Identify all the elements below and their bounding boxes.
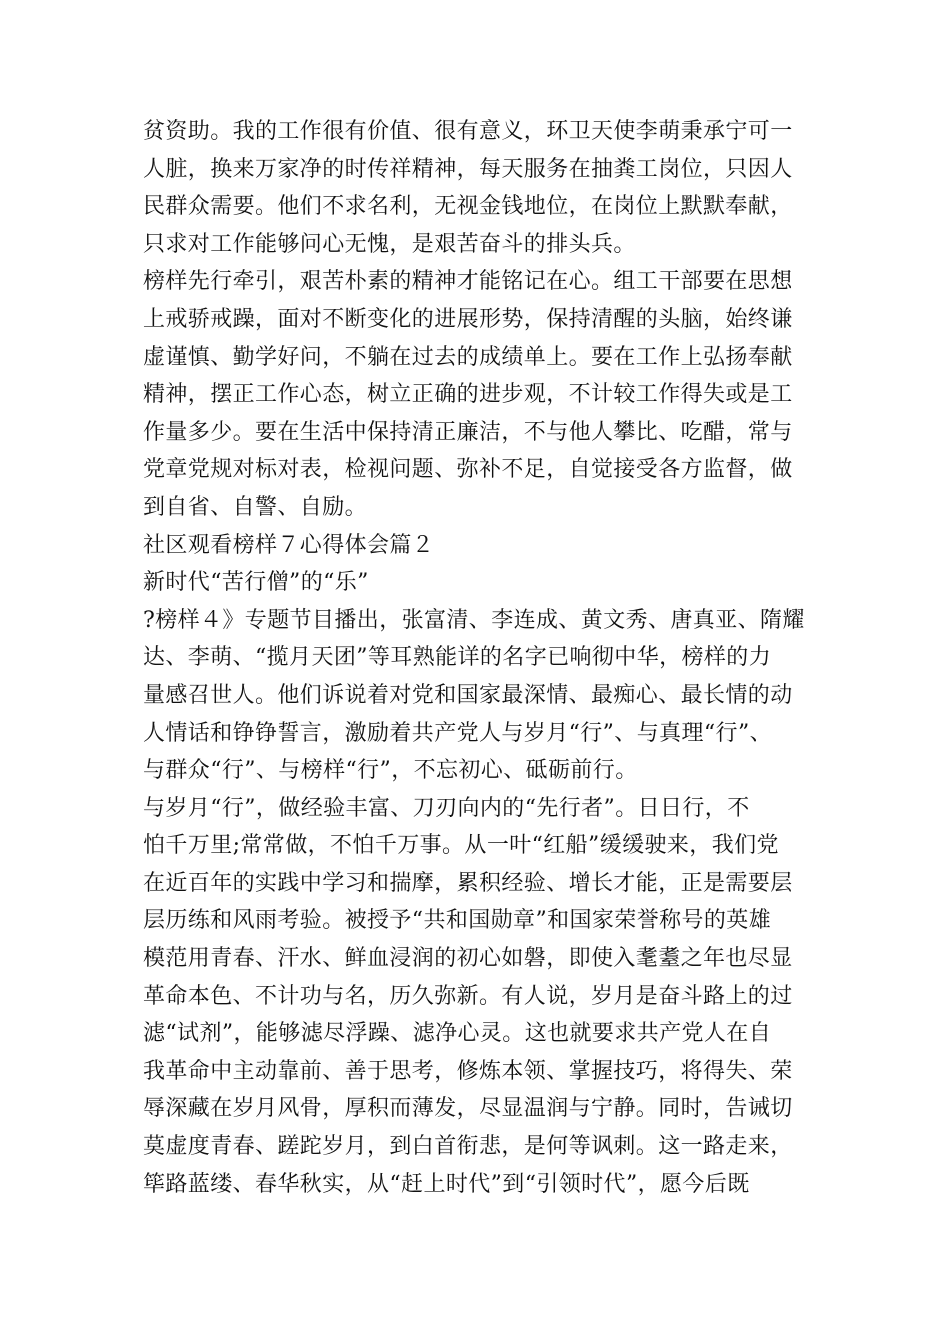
text-line: 模范用青春、汗水、鲜血浸润的初心如磐，即使入耄耋之年也尽显 xyxy=(143,946,793,972)
text-line: 作量多少。要在生活中保持清正廉洁，不与他人攀比、吃醋，常与 xyxy=(143,419,793,445)
text-line: 上戒骄戒躁，面对不断变化的进展形势，保持清醒的头脑，始终谦 xyxy=(143,306,793,332)
text-line: 人情话和铮铮誓言，激励着共产党人与岁月“行”、与真理“行”、 xyxy=(143,720,772,746)
text-line: 量感召世人。他们诉说着对党和国家最深情、最痴心、最长情的动 xyxy=(143,682,793,708)
text-line: 在近百年的实践中学习和揣摩，累积经验、增长才能，正是需要层 xyxy=(143,870,793,896)
text-line: 革命本色、不计功与名，历久弥新。有人说，岁月是奋斗路上的过 xyxy=(143,983,793,1009)
text-line: 榜样先行牵引，艰苦朴素的精神才能铭记在心。组工干部要在思想 xyxy=(143,269,793,295)
text-line: ?榜样４》专题节目播出，张富清、李连成、黄文秀、唐真亚、隋耀 xyxy=(143,607,805,633)
text-line: 筚路蓝缕、春华秋实，从“赶上时代”到“引领时代”，愿今后既 xyxy=(143,1171,750,1197)
text-line: 党章党规对标对表，检视问题、弥补不足，自觉接受各方监督，做 xyxy=(143,457,793,483)
text-line: 达、李萌、“揽月天团”等耳熟能详的名字已响彻中华，榜样的力 xyxy=(143,645,772,671)
text-line: 怕千万里;常常做，不怕千万事。从一叶“红船”缓缓驶来，我们党 xyxy=(143,833,779,859)
text-line: 民群众需要。他们不求名利，无视金钱地位，在岗位上默默奉献， xyxy=(143,194,793,220)
text-line: 与群众“行”、与榜样“行”，不忘初心、砥砺前行。 xyxy=(143,758,638,784)
text-line: 与岁月“行”，做经验丰富、刀刃向内的“先行者”。日日行，不 xyxy=(143,795,750,821)
article-title: 新时代“苦行僧”的“乐” xyxy=(143,570,369,596)
text-line: 到自省、自警、自励。 xyxy=(143,494,368,520)
text-line: 虚谨慎、勤学好问，不躺在过去的成绩单上。要在工作上弘扬奉献 xyxy=(143,344,793,370)
text-line: 精神，摆正工作心态，树立正确的进步观，不计较工作得失或是工 xyxy=(143,382,793,408)
section-heading: 社区观看榜样７心得体会篇２ xyxy=(143,532,435,558)
text-line: 滤“试剂”，能够滤尽浮躁、滤净心灵。这也就要求共产党人在自 xyxy=(143,1021,772,1047)
text-line: 贫资助。我的工作很有价值、很有意义，环卫天使李萌秉承宁可一 xyxy=(143,119,793,144)
text-line: 莫虚度青春、蹉跎岁月，到白首衔悲，是何等讽刺。这一路走来， xyxy=(143,1134,793,1160)
text-line: 人脏，换来万家净的时传祥精神，每天服务在抽粪工岗位，只因人 xyxy=(143,156,793,182)
text-line: 只求对工作能够问心无愧，是艰苦奋斗的排头兵。 xyxy=(143,231,636,257)
document-body xyxy=(143,113,833,1203)
text-line: 我革命中主动靠前、善于思考，修炼本领、掌握技巧，将得失、荣 xyxy=(143,1058,793,1084)
text-line: 层历练和风雨考验。被授予“共和国勋章”和国家荣誉称号的英雄 xyxy=(143,908,772,934)
text-line: 辱深藏在岁月风骨，厚积而薄发，尽显温润与宁静。同时，告诫切 xyxy=(143,1096,793,1122)
